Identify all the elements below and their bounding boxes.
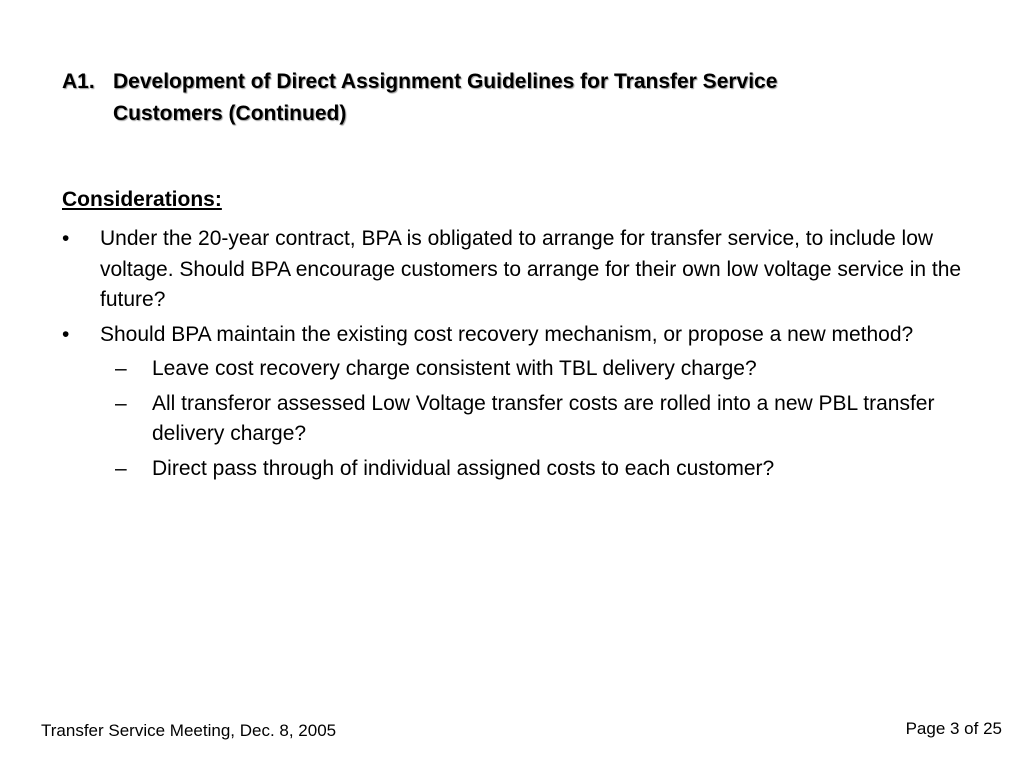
footer-page-number: Page 3 of 25 [905, 719, 1002, 738]
dash-marker: – [115, 391, 127, 415]
sub-list-item [100, 354, 982, 385]
slide-title-line-1 [62, 66, 962, 98]
sub-list [100, 354, 982, 484]
slide-title-number: A1. [62, 70, 95, 93]
slide-title [62, 66, 962, 130]
sub-list-item [100, 454, 982, 485]
list-item [62, 224, 982, 316]
slide-title-line-2: Customers (Continued) [113, 102, 347, 125]
considerations-heading: Considerations: [62, 188, 222, 211]
bullet-marker: • [62, 322, 70, 346]
dash-marker: – [115, 456, 127, 480]
list-item [62, 320, 982, 485]
sub-list-item [100, 389, 982, 450]
sub-item-text: Leave cost recovery charge consistent with TBL delivery charge? [152, 357, 757, 380]
sub-item-text: Direct pass through of individual assigned costs to each customer? [152, 456, 775, 480]
bullet-text: Should BPA maintain the existing cost recovery mechanism, or propose a new method? [100, 322, 914, 346]
sub-item-text: All transferor assessed Low Voltage transfer costs are rolled into a new PBL transfer delivery charge? [152, 391, 935, 445]
bullet-text: Under the 20-year contract, BPA is obligated to arrange for transfer service, to include low voltage. Should BPA encourage customers to arrange for their own low voltage service in the future? [100, 227, 962, 311]
dash-marker: – [115, 357, 127, 380]
footer-meeting-label: Transfer Service Meeting, Dec. 8, 2005 [41, 721, 337, 740]
bullet-marker: • [62, 227, 70, 250]
slide-title-text-1: Development of Direct Assignment Guidelines for Transfer Service [113, 70, 778, 93]
considerations-list [62, 224, 982, 488]
